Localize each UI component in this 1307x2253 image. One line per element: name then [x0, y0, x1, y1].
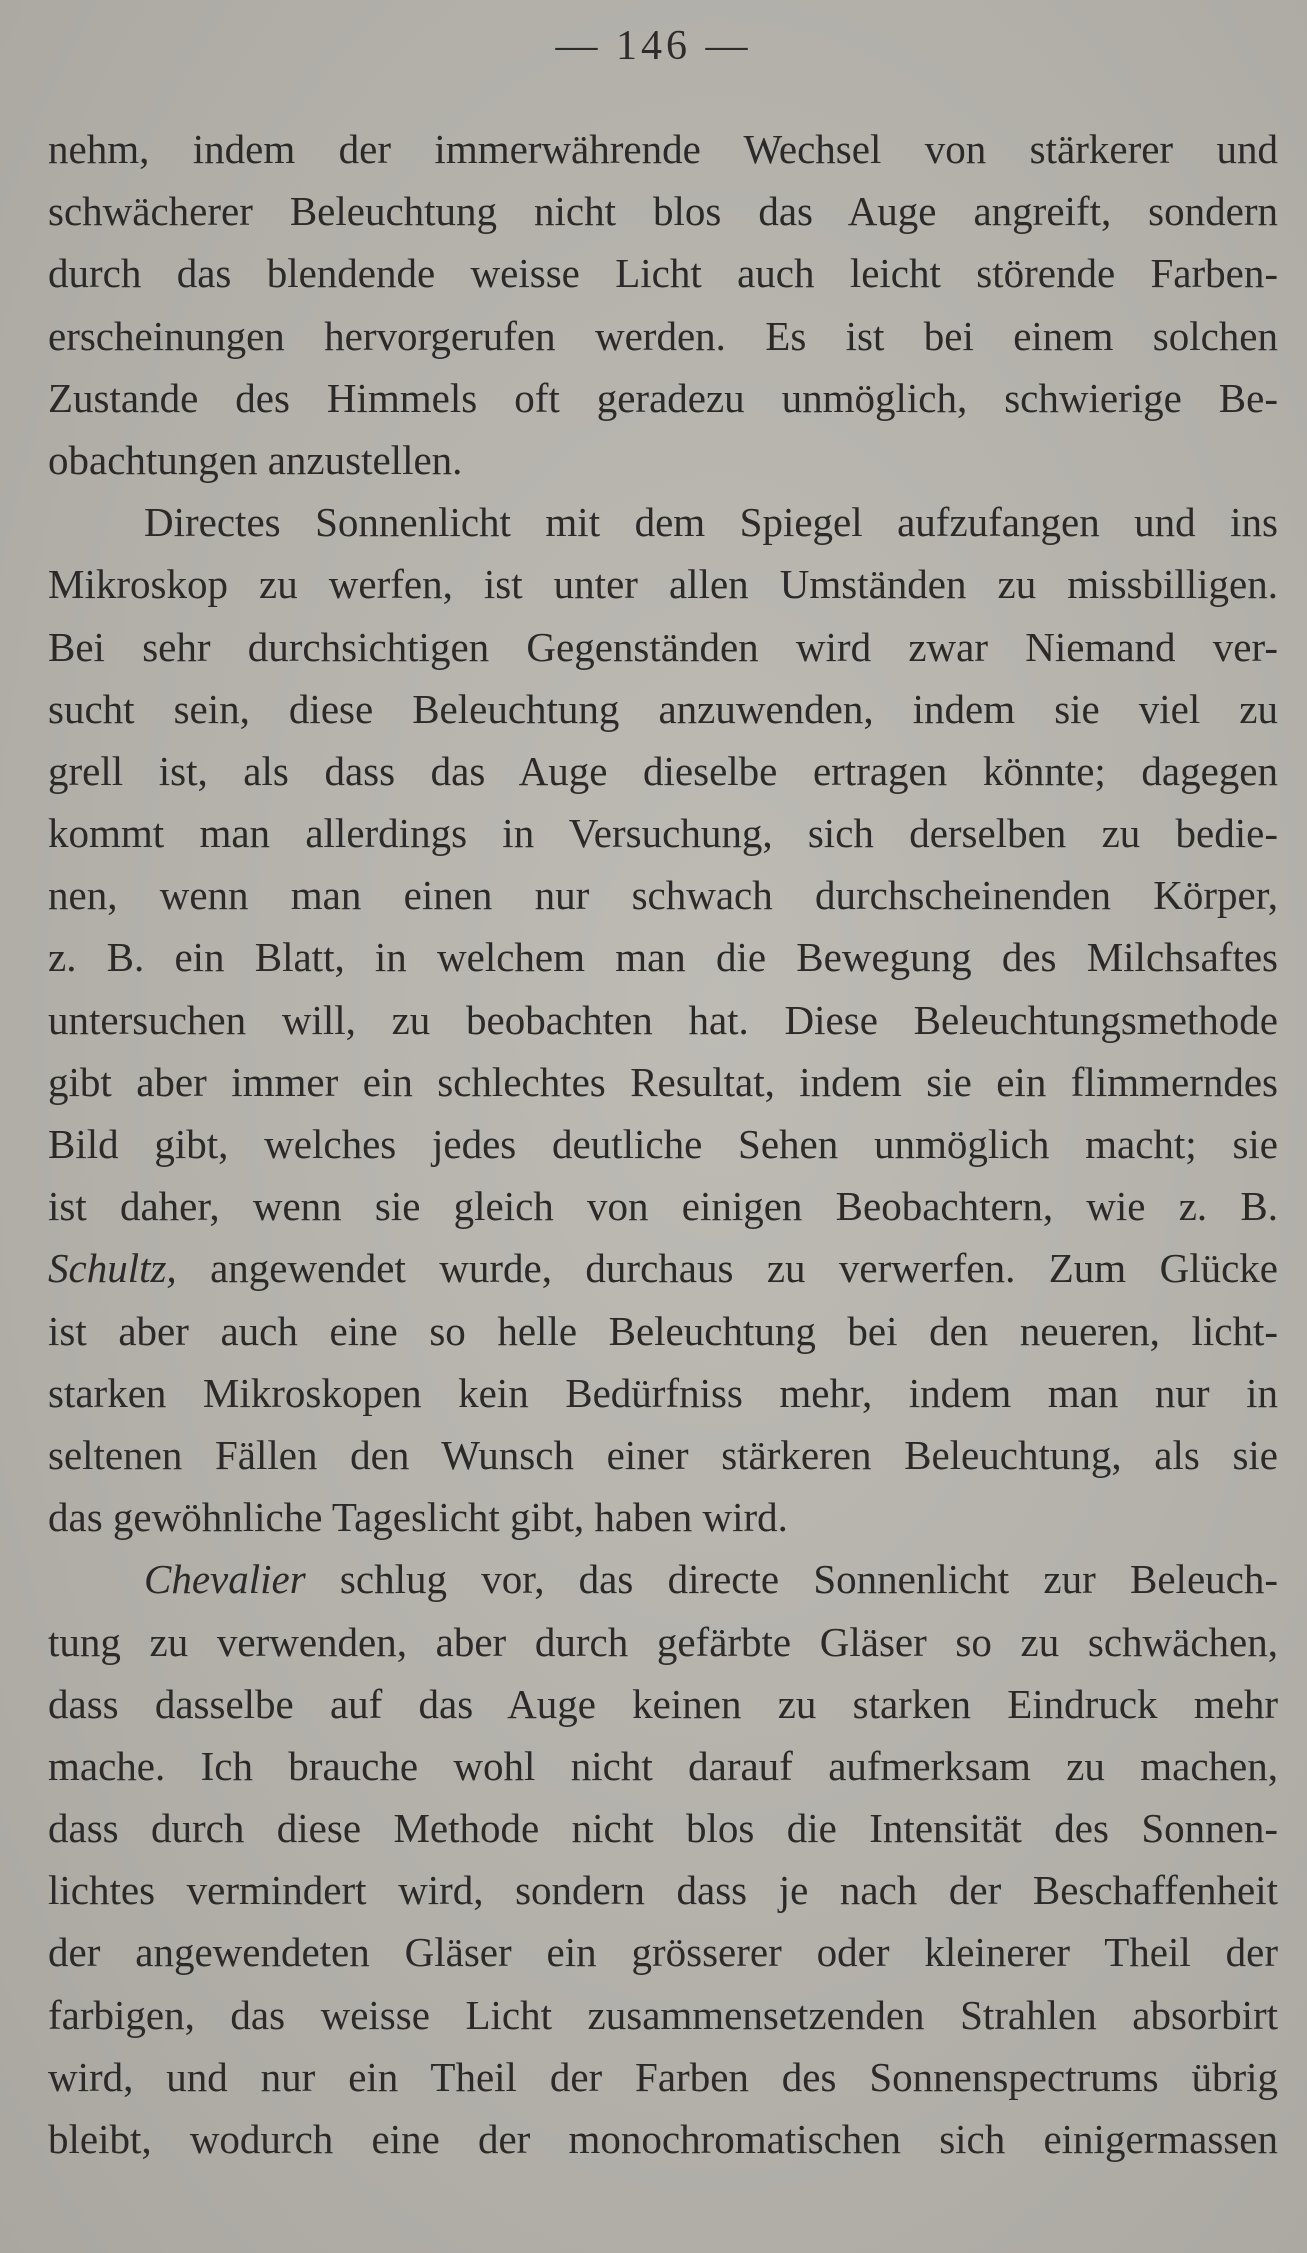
- text-segment: angewendet wurde, durchaus zu verwerfen. Zum Glücke: [176, 1245, 1278, 1292]
- text-line: grell ist, als dass das Auge dieselbe ertragen könnte; dagegen: [48, 747, 1278, 794]
- text-line: dass dasselbe auf das Auge keinen zu starken Eindruck mehr: [48, 1680, 1278, 1727]
- text-line: nehm, indem der immerwährende Wechsel von stärkerer und: [48, 126, 1278, 172]
- text-line: lichtes vermindert wird, sondern dass je nach der Beschaffenheit: [48, 1867, 1278, 1914]
- text-line: schwächerer Beleuchtung nicht blos das Auge angreift, sondern: [48, 188, 1278, 235]
- text-line: bleibt, wodurch eine der monochromatischen sich einigermassen: [48, 2116, 1278, 2162]
- page-number-header: — 146 —: [555, 23, 752, 69]
- paragraph: [48, 1548, 1278, 2170]
- text-line: obachtungen anzustellen.: [48, 436, 463, 483]
- body-text: [48, 118, 1278, 2170]
- text-line: z. B. ein Blatt, in welchem man die Bewegung des Milchsaftes: [48, 934, 1278, 981]
- text-line: durch das blendende weisse Licht auch leicht störende Farben-: [48, 250, 1278, 297]
- text-line: kommt man allerdings in Versuchung, sich derselben zu bedie-: [48, 810, 1278, 857]
- paragraph: [48, 491, 1278, 1548]
- text-line: starken Mikroskopen kein Bedürfniss mehr, indem man nur in: [48, 1369, 1278, 1416]
- text-line: Mikroskop zu werfen, ist unter allen Umständen zu missbilligen.: [48, 561, 1278, 608]
- text-line: Bild gibt, welches jedes deutliche Sehen unmöglich macht; sie: [48, 1121, 1278, 1167]
- text-line: seltenen Fällen den Wunsch einer stärkeren Beleuchtung, als sie: [48, 1431, 1278, 1478]
- text-line: dass durch diese Methode nicht blos die Intensität des Sonnen-: [48, 1805, 1278, 1852]
- text-segment: schlug vor, das directe Sonnenlicht zur Beleuch-: [305, 1556, 1278, 1603]
- text-line: tung zu verwenden, aber durch gefärbte Gläser so zu schwächen,: [48, 1618, 1278, 1665]
- text-line-with-italic: [48, 1548, 1278, 1610]
- italic-name: Schultz,: [48, 1245, 177, 1292]
- text-line: erscheinungen hervorgerufen werden. Es ist bei einem solchen: [48, 312, 1278, 359]
- text-line: gibt aber immer ein schlechtes Resultat, indem sie ein flimmerndes: [48, 1058, 1278, 1105]
- text-line: Directes Sonnenlicht mit dem Spiegel aufzufangen und ins: [144, 499, 1278, 546]
- text-line: der angewendeten Gläser ein grösserer oder kleinerer Theil der: [48, 1929, 1278, 1976]
- text-line: das gewöhnliche Tageslicht gibt, haben wird.: [48, 1494, 788, 1541]
- text-line: nen, wenn man einen nur schwach durchscheinenden Körper,: [48, 872, 1278, 919]
- text-line: mache. Ich brauche wohl nicht darauf aufmerksam zu machen,: [48, 1742, 1278, 1789]
- text-line: farbigen, das weisse Licht zusammensetzenden Strahlen absorbirt: [48, 1991, 1278, 2038]
- text-line: Bei sehr durchsichtigen Gegenständen wird zwar Niemand ver-: [48, 623, 1278, 670]
- text-line: ist aber auch eine so helle Beleuchtung bei den neueren, licht-: [48, 1307, 1278, 1354]
- italic-name: Chevalier: [144, 1556, 306, 1603]
- text-line: wird, und nur ein Theil der Farben des Sonnenspectrums übrig: [48, 2053, 1278, 2100]
- text-line-with-italic: [48, 1237, 1278, 1299]
- text-line: ist daher, wenn sie gleich von einigen Beobachtern, wie z. B.: [48, 1183, 1278, 1230]
- text-line: Zustande des Himmels oft geradezu unmöglich, schwierige Be-: [48, 374, 1278, 421]
- paragraph: [48, 118, 1278, 491]
- text-line: sucht sein, diese Beleuchtung anzuwenden, indem sie viel zu: [48, 685, 1278, 732]
- text-line: untersuchen will, zu beobachten hat. Diese Beleuchtungsmethode: [48, 996, 1278, 1043]
